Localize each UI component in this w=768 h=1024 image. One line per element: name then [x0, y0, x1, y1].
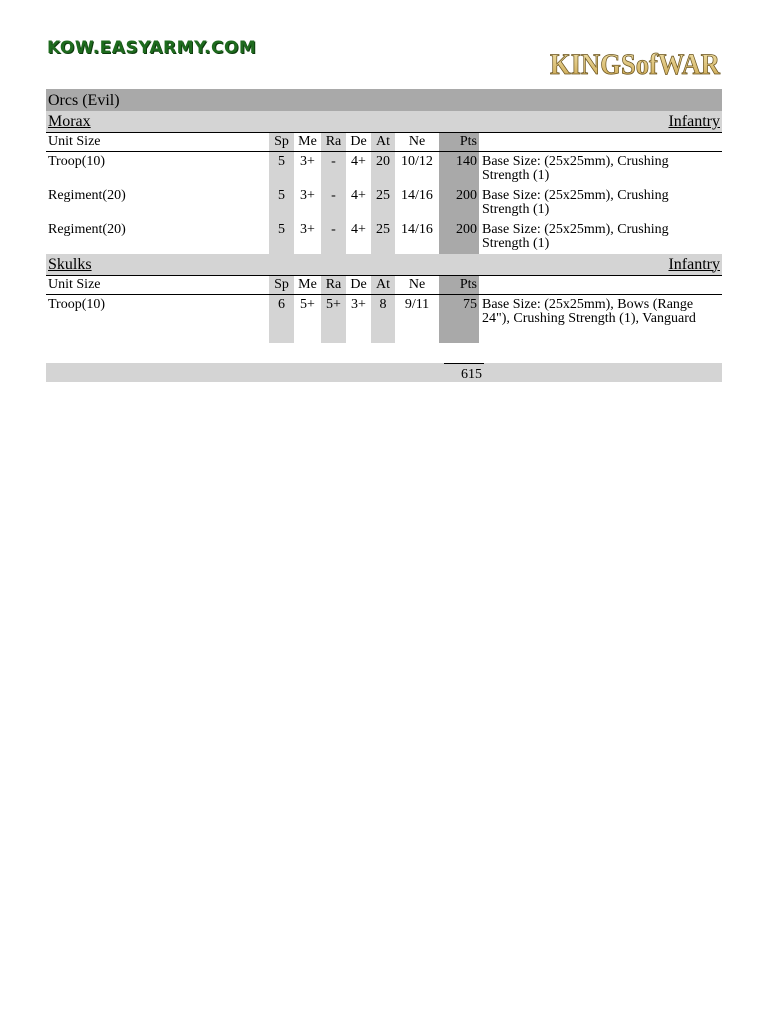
col-rules	[479, 276, 722, 295]
unit-table-skulks	[46, 276, 722, 344]
unit-header-skulks	[46, 254, 722, 276]
table-row	[46, 152, 722, 186]
stat-de: 4+	[351, 187, 366, 203]
stat-ra: -	[321, 152, 346, 186]
stat-ne: 14/16	[401, 221, 433, 237]
unit-type: Infantry	[668, 113, 720, 130]
col-sp: Sp	[269, 276, 294, 295]
stat-me: 3+	[300, 154, 315, 169]
col-sp: Sp	[269, 133, 294, 152]
unit-name: Morax	[48, 113, 91, 130]
col-at: At	[371, 133, 395, 152]
stat-sp: 5	[269, 220, 294, 254]
col-ra: Ra	[321, 276, 346, 295]
stat-de: 4+	[351, 154, 366, 169]
col-rules	[479, 133, 722, 152]
col-ne: Ne	[395, 276, 439, 295]
unit-type: Infantry	[668, 255, 720, 273]
column-header-row	[46, 133, 722, 152]
col-de: De	[346, 133, 371, 152]
stat-pts: 200	[439, 220, 479, 254]
stat-at: 8	[371, 294, 395, 343]
table-row	[46, 294, 722, 343]
col-de: De	[346, 276, 371, 295]
col-pts: Pts	[439, 276, 479, 295]
total-points: 615	[444, 363, 484, 383]
stat-me: 3+	[300, 221, 315, 237]
stat-sp: 6	[269, 294, 294, 343]
special-rules: Base Size: (25x25mm), Bows (Range 24"), Crushing Strength (1), Vanguard	[482, 296, 696, 326]
col-unit-size: Unit Size	[46, 276, 269, 295]
faction-header: Orcs (Evil)	[46, 89, 722, 111]
special-rules: Base Size: (25x25mm), Crushing Strength (1)	[482, 187, 669, 217]
col-ra: Ra	[321, 133, 346, 152]
stat-at: 25	[371, 220, 395, 254]
logo-text: KINGSofWAR	[550, 48, 721, 81]
unit-size: Troop(10)	[48, 154, 106, 169]
unit-header-morax	[46, 111, 722, 133]
unit-size: Troop(10)	[48, 296, 106, 312]
special-rules: Base Size: (25x25mm), Crushing Strength (1)	[482, 221, 669, 251]
site-title: KOW.EASYARMY.COM	[47, 38, 257, 58]
kings-of-war-logo	[548, 44, 722, 82]
stat-ra: -	[321, 186, 346, 220]
col-unit-size: Unit Size	[46, 133, 269, 152]
stat-ne: 10/12	[401, 154, 433, 169]
unit-name: Skulks	[48, 255, 92, 273]
col-pts: Pts	[439, 133, 479, 152]
stat-pts: 200	[439, 186, 479, 220]
unit-table-morax	[46, 133, 722, 254]
stat-ne: 14/16	[401, 187, 433, 203]
stat-de: 4+	[351, 221, 366, 237]
stat-sp: 5	[269, 152, 294, 186]
stat-ra: -	[321, 220, 346, 254]
column-header-row	[46, 276, 722, 295]
total-row	[46, 363, 722, 382]
col-me: Me	[294, 276, 321, 295]
stat-ne: 9/11	[404, 296, 430, 312]
army-list-sheet	[46, 89, 722, 382]
table-row	[46, 220, 722, 254]
stat-at: 25	[371, 186, 395, 220]
stat-me: 3+	[300, 187, 315, 203]
table-row	[46, 186, 722, 220]
col-ne: Ne	[395, 133, 439, 152]
col-me: Me	[294, 133, 321, 152]
stat-ra: 5+	[321, 294, 346, 343]
special-rules: Base Size: (25x25mm), Crushing Strength (1)	[482, 154, 669, 183]
stat-pts: 75	[439, 294, 479, 343]
stat-at: 20	[371, 152, 395, 186]
unit-size: Regiment(20)	[48, 221, 126, 237]
stat-de: 3+	[351, 296, 366, 312]
stat-pts: 140	[439, 152, 479, 186]
unit-size: Regiment(20)	[48, 187, 126, 203]
stat-sp: 5	[269, 186, 294, 220]
col-at: At	[371, 276, 395, 295]
stat-me: 5+	[300, 296, 315, 312]
